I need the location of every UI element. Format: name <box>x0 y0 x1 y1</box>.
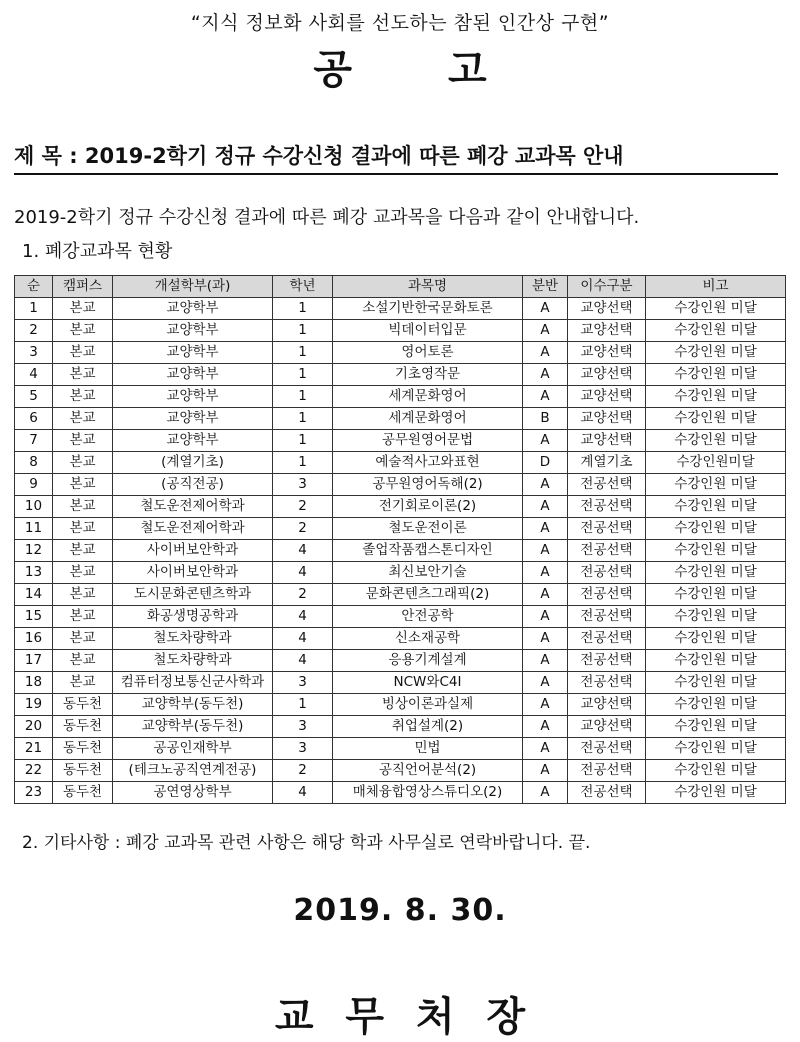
cell-no: 6 <box>15 408 53 430</box>
column-header-campus: 캠퍼스 <box>53 276 113 298</box>
table-row <box>15 342 786 364</box>
cell-section: A <box>523 672 568 694</box>
motto: “지식 정보화 사회를 선도하는 참된 인간상 구현” <box>190 12 610 34</box>
cell-campus: 동두천 <box>53 694 113 716</box>
table-row <box>15 496 786 518</box>
cell-campus: 본교 <box>53 474 113 496</box>
cell-course-name: 취업설계(2) <box>333 716 523 738</box>
cell-category: 교양선택 <box>568 408 646 430</box>
cell-campus: 본교 <box>53 408 113 430</box>
cell-department: 교양학부 <box>113 342 273 364</box>
cell-remark: 수강인원 미달 <box>646 342 786 364</box>
cell-section: A <box>523 430 568 452</box>
cell-section: A <box>523 628 568 650</box>
section1-title: 1. 폐강교과목 현황 <box>22 241 173 262</box>
cell-category: 전공선택 <box>568 782 646 804</box>
table-row <box>15 298 786 320</box>
cell-course-name: 문화콘텐츠그래픽(2) <box>333 584 523 606</box>
cell-department: 철도차량학과 <box>113 650 273 672</box>
cell-section: A <box>523 782 568 804</box>
cell-remark: 수강인원 미달 <box>646 584 786 606</box>
cell-category: 전공선택 <box>568 562 646 584</box>
cell-no: 5 <box>15 386 53 408</box>
column-header-remark: 비고 <box>646 276 786 298</box>
cell-no: 4 <box>15 364 53 386</box>
cell-remark: 수강인원 미달 <box>646 496 786 518</box>
cell-department: 사이버보안학과 <box>113 540 273 562</box>
cell-course-name: 빅데이터입문 <box>333 320 523 342</box>
cell-category: 교양선택 <box>568 386 646 408</box>
cell-department: 교양학부 <box>113 386 273 408</box>
cell-department: 사이버보안학과 <box>113 562 273 584</box>
cell-department: (테크노공직연계전공) <box>113 760 273 782</box>
cell-grade: 1 <box>273 430 333 452</box>
cell-department: 교양학부 <box>113 430 273 452</box>
cell-category: 교양선택 <box>568 320 646 342</box>
table-row <box>15 650 786 672</box>
cell-category: 전공선택 <box>568 672 646 694</box>
cell-course-name: 전기회로이론(2) <box>333 496 523 518</box>
cell-no: 3 <box>15 342 53 364</box>
subject-line: 제 목 : 2019-2학기 정규 수강신청 결과에 따른 폐강 교과목 안내 <box>14 144 624 168</box>
cell-grade: 4 <box>273 606 333 628</box>
table-row <box>15 386 786 408</box>
table-row <box>15 716 786 738</box>
table-row <box>15 760 786 782</box>
cell-remark: 수강인원 미달 <box>646 672 786 694</box>
table-row <box>15 320 786 342</box>
cell-grade: 1 <box>273 694 333 716</box>
cell-category: 전공선택 <box>568 738 646 760</box>
cell-no: 7 <box>15 430 53 452</box>
cell-section: A <box>523 518 568 540</box>
cell-no: 21 <box>15 738 53 760</box>
cell-course-name: 빙상이론과실제 <box>333 694 523 716</box>
cell-course-name: 최신보안기술 <box>333 562 523 584</box>
cell-no: 1 <box>15 298 53 320</box>
table-header-row <box>15 276 786 298</box>
intro-text: 2019-2학기 정규 수강신청 결과에 따른 폐강 교과목을 다음과 같이 안내합니다. <box>14 207 640 228</box>
cell-course-name: 철도운전이론 <box>333 518 523 540</box>
cell-remark: 수강인원 미달 <box>646 430 786 452</box>
signer: 교 무 처 장 <box>274 994 526 1040</box>
cell-remark: 수강인원 미달 <box>646 738 786 760</box>
cell-department: 교양학부(동두천) <box>113 694 273 716</box>
cell-section: A <box>523 760 568 782</box>
cell-remark: 수강인원 미달 <box>646 782 786 804</box>
column-header-department: 개설학부(과) <box>113 276 273 298</box>
cell-department: 교양학부 <box>113 320 273 342</box>
cell-no: 10 <box>15 496 53 518</box>
cell-no: 16 <box>15 628 53 650</box>
cell-campus: 본교 <box>53 496 113 518</box>
cell-course-name: 공무원영어독해(2) <box>333 474 523 496</box>
cell-course-name: 영어토론 <box>333 342 523 364</box>
cell-campus: 본교 <box>53 320 113 342</box>
cell-no: 12 <box>15 540 53 562</box>
cell-category: 전공선택 <box>568 540 646 562</box>
cell-course-name: 공직언어분석(2) <box>333 760 523 782</box>
cell-section: A <box>523 320 568 342</box>
cell-category: 전공선택 <box>568 606 646 628</box>
cell-department: 교양학부 <box>113 364 273 386</box>
cell-course-name: 공무원영어문법 <box>333 430 523 452</box>
notice-title-part2: 고 <box>448 47 487 93</box>
table-row <box>15 628 786 650</box>
table-row <box>15 430 786 452</box>
cell-grade: 4 <box>273 562 333 584</box>
subject-divider <box>14 173 778 175</box>
cell-grade: 3 <box>273 474 333 496</box>
table-row <box>15 540 786 562</box>
cell-remark: 수강인원 미달 <box>646 364 786 386</box>
cell-course-name: 응용기계설계 <box>333 650 523 672</box>
cell-category: 전공선택 <box>568 650 646 672</box>
cell-department: 교양학부 <box>113 298 273 320</box>
notice-title-part1: 공 <box>313 47 352 93</box>
cell-remark: 수강인원 미달 <box>646 562 786 584</box>
cell-no: 19 <box>15 694 53 716</box>
cell-campus: 동두천 <box>53 716 113 738</box>
cell-grade: 4 <box>273 540 333 562</box>
cell-category: 교양선택 <box>568 364 646 386</box>
table-row <box>15 474 786 496</box>
cell-no: 18 <box>15 672 53 694</box>
cell-grade: 1 <box>273 408 333 430</box>
cell-remark: 수강인원 미달 <box>646 320 786 342</box>
cell-remark: 수강인원 미달 <box>646 650 786 672</box>
cell-remark: 수강인원 미달 <box>646 606 786 628</box>
cell-remark: 수강인원미달 <box>646 452 786 474</box>
cell-campus: 본교 <box>53 584 113 606</box>
table-row <box>15 562 786 584</box>
cell-course-name: 안전공학 <box>333 606 523 628</box>
cell-campus: 본교 <box>53 364 113 386</box>
cell-course-name: 민법 <box>333 738 523 760</box>
cell-course-name: 기초영작문 <box>333 364 523 386</box>
table-body <box>15 298 786 804</box>
cell-no: 9 <box>15 474 53 496</box>
cell-category: 전공선택 <box>568 584 646 606</box>
cell-campus: 본교 <box>53 386 113 408</box>
table-row <box>15 364 786 386</box>
cell-section: A <box>523 716 568 738</box>
cell-course-name: 소설기반한국문화토론 <box>333 298 523 320</box>
cell-remark: 수강인원 미달 <box>646 386 786 408</box>
cell-category: 교양선택 <box>568 342 646 364</box>
cell-campus: 본교 <box>53 518 113 540</box>
cell-no: 17 <box>15 650 53 672</box>
column-header-category: 이수구분 <box>568 276 646 298</box>
cell-no: 13 <box>15 562 53 584</box>
cell-campus: 본교 <box>53 672 113 694</box>
closed-courses-table <box>14 275 786 804</box>
cell-section: A <box>523 562 568 584</box>
cell-section: A <box>523 496 568 518</box>
cell-campus: 동두천 <box>53 738 113 760</box>
cell-campus: 본교 <box>53 562 113 584</box>
cell-category: 교양선택 <box>568 694 646 716</box>
cell-remark: 수강인원 미달 <box>646 694 786 716</box>
cell-grade: 1 <box>273 386 333 408</box>
cell-course-name: 세계문화영어 <box>333 386 523 408</box>
table-row <box>15 518 786 540</box>
cell-campus: 본교 <box>53 298 113 320</box>
cell-department: 교양학부(동두천) <box>113 716 273 738</box>
cell-course-name: 예술적사고와표현 <box>333 452 523 474</box>
cell-grade: 2 <box>273 496 333 518</box>
column-header-course-name: 과목명 <box>333 276 523 298</box>
cell-department: (계열기초) <box>113 452 273 474</box>
cell-department: 철도차량학과 <box>113 628 273 650</box>
cell-section: A <box>523 386 568 408</box>
cell-remark: 수강인원 미달 <box>646 474 786 496</box>
section2-note: 2. 기타사항 : 폐강 교과목 관련 사항은 해당 학과 사무실로 연락바랍니다. 끝. <box>22 833 591 853</box>
cell-section: A <box>523 584 568 606</box>
cell-department: 화공생명공학과 <box>113 606 273 628</box>
cell-grade: 1 <box>273 298 333 320</box>
table-row <box>15 672 786 694</box>
cell-department: 도시문화콘텐츠학과 <box>113 584 273 606</box>
cell-section: A <box>523 298 568 320</box>
cell-campus: 본교 <box>53 342 113 364</box>
cell-grade: 3 <box>273 716 333 738</box>
cell-campus: 동두천 <box>53 782 113 804</box>
cell-section: A <box>523 540 568 562</box>
cell-course-name: 세계문화영어 <box>333 408 523 430</box>
cell-category: 계열기초 <box>568 452 646 474</box>
cell-category: 전공선택 <box>568 496 646 518</box>
table-row <box>15 738 786 760</box>
cell-grade: 2 <box>273 518 333 540</box>
cell-category: 전공선택 <box>568 760 646 782</box>
column-header-section: 분반 <box>523 276 568 298</box>
cell-department: 공공인재학부 <box>113 738 273 760</box>
cell-grade: 2 <box>273 760 333 782</box>
cell-campus: 본교 <box>53 606 113 628</box>
column-header-no: 순 <box>15 276 53 298</box>
cell-no: 20 <box>15 716 53 738</box>
notice-date: 2019. 8. 30. <box>293 893 507 928</box>
cell-department: 교양학부 <box>113 408 273 430</box>
cell-department: 컴퓨터정보통신군사학과 <box>113 672 273 694</box>
cell-section: A <box>523 474 568 496</box>
table-row <box>15 694 786 716</box>
cell-section: A <box>523 738 568 760</box>
cell-grade: 3 <box>273 672 333 694</box>
cell-remark: 수강인원 미달 <box>646 628 786 650</box>
table-row <box>15 782 786 804</box>
cell-grade: 1 <box>273 364 333 386</box>
cell-remark: 수강인원 미달 <box>646 408 786 430</box>
cell-category: 전공선택 <box>568 474 646 496</box>
cell-section: A <box>523 364 568 386</box>
cell-remark: 수강인원 미달 <box>646 760 786 782</box>
cell-category: 전공선택 <box>568 628 646 650</box>
cell-section: A <box>523 342 568 364</box>
cell-campus: 본교 <box>53 628 113 650</box>
cell-no: 8 <box>15 452 53 474</box>
cell-campus: 본교 <box>53 540 113 562</box>
cell-no: 11 <box>15 518 53 540</box>
cell-grade: 4 <box>273 782 333 804</box>
cell-grade: 2 <box>273 584 333 606</box>
cell-grade: 1 <box>273 452 333 474</box>
cell-campus: 본교 <box>53 452 113 474</box>
cell-no: 14 <box>15 584 53 606</box>
cell-department: 공연영상학부 <box>113 782 273 804</box>
cell-remark: 수강인원 미달 <box>646 298 786 320</box>
cell-section: A <box>523 606 568 628</box>
cell-section: A <box>523 694 568 716</box>
cell-grade: 1 <box>273 320 333 342</box>
cell-category: 교양선택 <box>568 430 646 452</box>
cell-grade: 3 <box>273 738 333 760</box>
cell-category: 전공선택 <box>568 518 646 540</box>
cell-course-name: 신소재공학 <box>333 628 523 650</box>
cell-campus: 본교 <box>53 650 113 672</box>
table-row <box>15 408 786 430</box>
cell-remark: 수강인원 미달 <box>646 518 786 540</box>
cell-department: (공직전공) <box>113 474 273 496</box>
cell-remark: 수강인원 미달 <box>646 540 786 562</box>
cell-grade: 4 <box>273 650 333 672</box>
table-row <box>15 452 786 474</box>
cell-grade: 1 <box>273 342 333 364</box>
column-header-grade: 학년 <box>273 276 333 298</box>
cell-department: 철도운전제어학과 <box>113 518 273 540</box>
notice-title <box>0 38 800 95</box>
cell-department: 철도운전제어학과 <box>113 496 273 518</box>
table-row <box>15 606 786 628</box>
cell-campus: 본교 <box>53 430 113 452</box>
cell-no: 2 <box>15 320 53 342</box>
cell-no: 23 <box>15 782 53 804</box>
cell-remark: 수강인원 미달 <box>646 716 786 738</box>
cell-course-name: 매체융합영상스튜디오(2) <box>333 782 523 804</box>
cell-section: A <box>523 650 568 672</box>
cell-section: D <box>523 452 568 474</box>
cell-category: 교양선택 <box>568 716 646 738</box>
cell-section: B <box>523 408 568 430</box>
cell-category: 교양선택 <box>568 298 646 320</box>
table-row <box>15 584 786 606</box>
cell-no: 15 <box>15 606 53 628</box>
cell-no: 22 <box>15 760 53 782</box>
cell-course-name: 졸업작품캡스톤디자인 <box>333 540 523 562</box>
cell-campus: 동두천 <box>53 760 113 782</box>
cell-course-name: NCW와C4I <box>333 672 523 694</box>
cell-grade: 4 <box>273 628 333 650</box>
